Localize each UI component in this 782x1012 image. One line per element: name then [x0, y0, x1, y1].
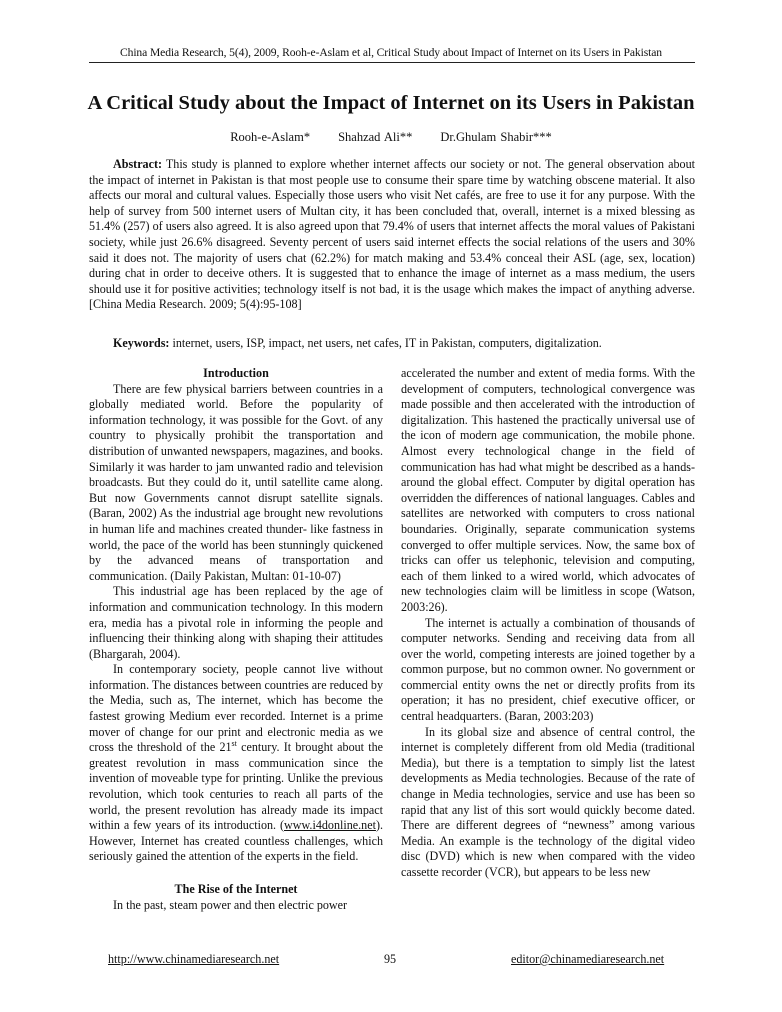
footer-email-link[interactable]: editor@chinamediaresearch.net [511, 952, 665, 966]
running-header: China Media Research, 5(4), 2009, Rooh-e-Aslam et al, Critical Study about Impact of Internet on its Users in Pakistan [119, 46, 662, 59]
section-heading-introduction: Introduction [203, 366, 269, 380]
rise-paragraph-1: In the past, steam power and then electric power [113, 897, 348, 912]
i4donline-link[interactable]: www.i4donline.net [284, 818, 376, 833]
author-3: Dr.Ghulam Shabir*** [440, 130, 552, 144]
header-rule [89, 62, 695, 63]
intro-paragraph-1: There are few physical barriers between countries in a globally mediated world. Before the popularity of information technology, it was possible for the Govt. of any country to physically prohibit the transportation and distribution of unwanted newspapers, magazines, and books. Similarly it was harder to jam unwanted radio and television broadcasts. But they could do it, until satellite came along. But now Governments cannot disrupt satellite signals. (Baran, 2002) As the industrial age brought new revolutions in human life and machines created thunder- like fastness in world, the pace of the world has been stunningly quickened by the advanced means of transportation and communication. (Daily Pakistan, Multan: 01-10-07) [89, 381, 383, 583]
rise-paragraph-continued: accelerated the number and extent of media forms. With the development of computers, technological convergence was made possible and then accelerated with the introduction of digitalization. This hastened the practically universal use of the icon of modern age communication, the mobile phone. Almost every technological change in the field of communication has had what might be described as a hands-around the global effect. Computer by digital operation has overridden the differences of national languages. Cables and satellites are networked with computers to cross national boundaries. Originally, separate communication systems converged to offer multiple services. Now, the same box of tricks can offer us telephonic, television and computing, each of them linked to a wired world, which advocates of new technologies claim will be limitless in scope (Watson, 2003:26). [401, 366, 695, 614]
abstract-label: Abstract: [113, 157, 163, 171]
author-list [0, 130, 782, 145]
author-1: Rooh-e-Aslam* [230, 130, 311, 144]
footer-website-link[interactable]: http://www.chinamediaresearch.net [108, 952, 280, 966]
keywords [89, 336, 695, 352]
rise-paragraph-3: In its global size and absence of central control, the internet is completely different from old Media (traditional Media), but there is a temptation to simply list the latest developments as Media technologies. Because of the rate of change in Media technologies, service and use has been so rapid that any list of this sort would quickly become dated. There are different degrees of “newness” among various Media. An example is the technology of the digital video disc (DVD) which is new when compared with the video cassette recorder (VCR), but appears to be less new [401, 724, 695, 879]
author-2: Shahzad Ali** [338, 130, 413, 144]
abstract [89, 157, 695, 313]
section-heading-rise-of-internet: The Rise of the Internet [174, 882, 298, 896]
keywords-text: internet, users, ISP, impact, net users, net cafes, IT in Pakistan, computers, digitalization. [172, 336, 602, 350]
intro-paragraph-3: In contemporary society, people cannot live without information. The distances between countries are reduced by the Media, such as, The internet, which has become the fastest growing Medium ever recorded. Internet is a prime mover of change for our print and electronic media as we cross the threshold of the 21st century. It brought about the greatest revolution in mass communication since the invention of moveable type for printing. Unlike the previous revolution, which took centuries to reach all parts of the world, the present revolution has already made its impact within a few years of its introduction. (www.i4donline.net). However, Internet has created countless challenges, which seriously gained the attention of the experts in the field. [89, 662, 383, 864]
left-column [89, 366, 383, 913]
right-column [401, 366, 695, 881]
keywords-label: Keywords: [113, 336, 170, 350]
intro-paragraph-2: This industrial age has been replaced by the age of information and communication technology. In this modern era, media has a pivotal role in informing the people and influencing their thinking along with shaping their attitudes (Bhargarah, 2004). [89, 584, 383, 661]
page-number: 95 [384, 952, 397, 966]
paper-title: A Critical Study about the Impact of Internet on its Users in Pakistan [87, 92, 695, 114]
abstract-text: This study is planned to explore whether internet affects our society or not. The general observation about the impact of internet in Pakistan is that most people use to consume their spare time by watching obscene material. It also affects our moral and cultural values. Especially those users who visit Net cafés, are free to use it for any purpose. With the help of survey from 500 internet users of Multan city, it has been concluded that, overall, internet is a mixed blessing as 51.4% (257) of users also agreed. It is also agreed upon that 79.4% of users that internet affects the moral values of Pakistani society, while just 26.6% disagreed. Seventy percent of users said internet effects the social relations of the users and 30% said it does not. The majority of users chat (62.2%) for match making and 53.4% conceal their ASL (age, sex, location) during chat in order to deceive others. It is suggested that to enhance the image of internet as a mass medium, the users should use it for positive activities; technology itself is not bad, it is the usage which makes the impact of anything adverse. [China Media Research. 2009; 5(4):95-108] [89, 157, 695, 312]
rise-paragraph-2: The internet is actually a combination of thousands of computer networks. Sending and receiving data from all over the world, competing interests are joined together by a common purpose, but no common owner. No government or commercial entity owns the net or directly profits from its operation; it has no president, chief executive officer, or central headquarters. (Baran, 2003:203) [401, 615, 695, 724]
